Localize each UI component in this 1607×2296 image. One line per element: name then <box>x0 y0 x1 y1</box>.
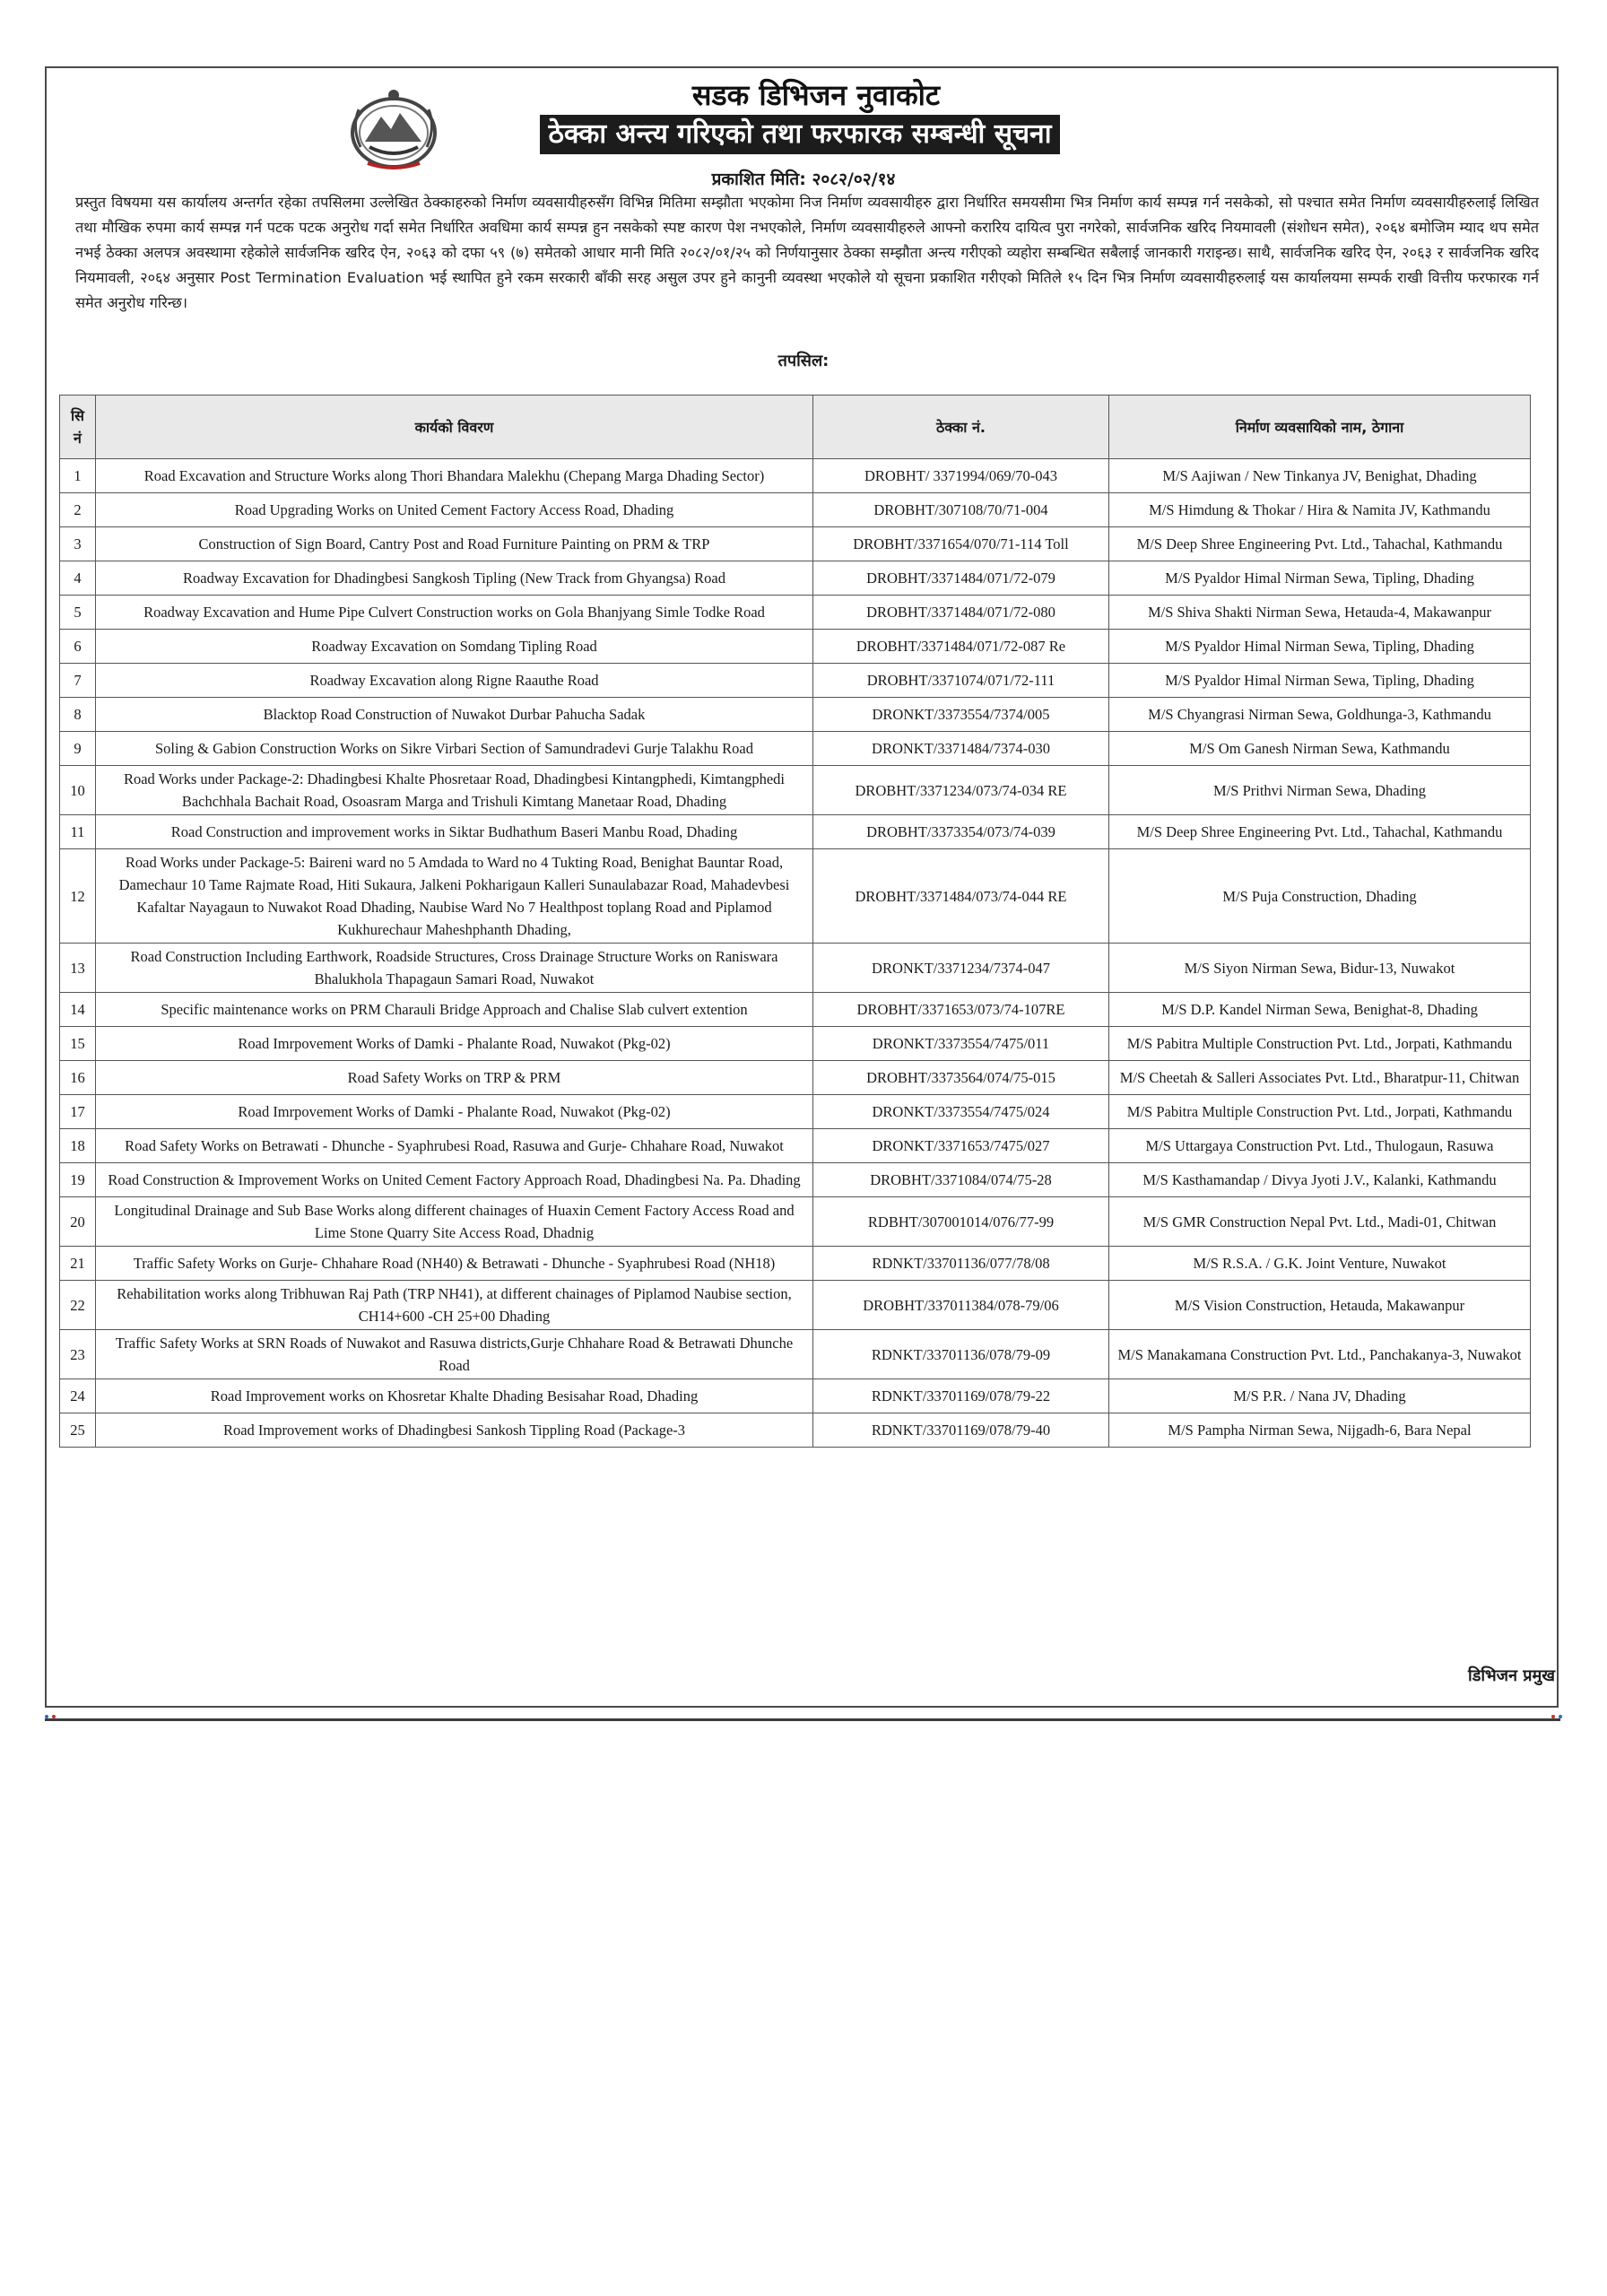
table-row <box>60 1413 1531 1448</box>
divider-dot-left-1 <box>45 1715 48 1718</box>
cell-serial-number: 7 <box>60 664 96 698</box>
cell-contract-number: DROBHT/307108/70/71-004 <box>813 493 1109 527</box>
cell-contract-number: RDNKT/33701136/078/79-09 <box>813 1330 1109 1379</box>
published-date: प्रकाशित मिति: २०८२/०२/१४ <box>711 170 896 189</box>
cell-work-description: Roadway Excavation along Rigne Raauthe Road <box>96 664 813 698</box>
cell-contractor-name: M/S Cheetah & Salleri Associates Pvt. Ltd., Bharatpur-11, Chitwan <box>1109 1061 1531 1095</box>
cell-contract-number: DROBHT/3373564/074/75-015 <box>813 1061 1109 1095</box>
table-row <box>60 766 1531 815</box>
cell-contractor-name: M/S Kasthamandap / Divya Jyoti J.V., Kalanki, Kathmandu <box>1109 1163 1531 1197</box>
cell-contractor-name: M/S D.P. Kandel Nirman Sewa, Benighat-8, Dhading <box>1109 993 1531 1027</box>
cell-work-description: Construction of Sign Board, Cantry Post and Road Furniture Painting on PRM & TRP <box>96 527 813 561</box>
cell-work-description: Road Improvement works of Dhadingbesi Sankosh Tippling Road (Package-3 <box>96 1413 813 1448</box>
cell-work-description: Soling & Gabion Construction Works on Sikre Virbari Section of Samundradevi Gurje Talakhu Road <box>96 732 813 766</box>
cell-contractor-name: M/S Aajiwan / New Tinkanya JV, Benighat, Dhading <box>1109 459 1531 493</box>
cell-work-description: Road Safety Works on TRP & PRM <box>96 1061 813 1095</box>
cell-work-description: Road Safety Works on Betrawati - Dhunche - Syaphrubesi Road, Rasuwa and Gurje- Chhahare Road, Nuwakot <box>96 1129 813 1163</box>
cell-contract-number: DRONKT/3371653/7475/027 <box>813 1129 1109 1163</box>
cell-serial-number: 13 <box>60 944 96 993</box>
cell-contract-number: DROBHT/3371084/074/75-28 <box>813 1163 1109 1197</box>
cell-serial-number: 10 <box>60 766 96 815</box>
cell-work-description: Roadway Excavation on Somdang Tipling Road <box>96 630 813 664</box>
cell-contract-number: RDNKT/33701136/077/78/08 <box>813 1247 1109 1281</box>
cell-work-description: Traffic Safety Works on Gurje- Chhahare Road (NH40) & Betrawati - Dhunche - Syaphrubesi Road (NH18) <box>96 1247 813 1281</box>
cell-work-description: Road Upgrading Works on United Cement Factory Access Road, Dhading <box>96 493 813 527</box>
cell-contractor-name: M/S Uttargaya Construction Pvt. Ltd., Thulogaun, Rasuwa <box>1109 1129 1531 1163</box>
cell-contractor-name: M/S Deep Shree Engineering Pvt. Ltd., Tahachal, Kathmandu <box>1109 527 1531 561</box>
cell-serial-number: 20 <box>60 1197 96 1247</box>
table-row <box>60 849 1531 944</box>
table-row <box>60 1095 1531 1129</box>
notice-title: ठेक्का अन्त्य गरिएको तथा फरफारक सम्बन्धी सूचना <box>540 115 1060 154</box>
table-body <box>60 459 1531 1448</box>
cell-contract-number: DRONKT/3373554/7475/011 <box>813 1027 1109 1061</box>
divider-dot-right-1 <box>1551 1715 1555 1718</box>
cell-contract-number: DROBHT/3371484/071/72-080 <box>813 596 1109 630</box>
cell-contract-number: DROBHT/3371484/071/72-079 <box>813 561 1109 596</box>
table-row <box>60 698 1531 732</box>
cell-contract-number: RDNKT/33701169/078/79-22 <box>813 1379 1109 1413</box>
header-contractor-name: निर्माण व्यवसायिको नाम, ठेगाना <box>1109 396 1531 459</box>
cell-serial-number: 9 <box>60 732 96 766</box>
cell-contract-number: DROBHT/3371484/073/74-044 RE <box>813 849 1109 944</box>
table-row <box>60 459 1531 493</box>
cell-contractor-name: M/S Pampha Nirman Sewa, Nijgadh-6, Bara Nepal <box>1109 1413 1531 1448</box>
cell-contractor-name: M/S Siyon Nirman Sewa, Bidur-13, Nuwakot <box>1109 944 1531 993</box>
cell-contractor-name: M/S GMR Construction Nepal Pvt. Ltd., Madi-01, Chitwan <box>1109 1197 1531 1247</box>
cell-contractor-name: M/S Pyaldor Himal Nirman Sewa, Tipling, Dhading <box>1109 630 1531 664</box>
table-row <box>60 1247 1531 1281</box>
cell-contractor-name: M/S Shiva Shakti Nirman Sewa, Hetauda-4, Makawanpur <box>1109 596 1531 630</box>
cell-serial-number: 3 <box>60 527 96 561</box>
table-row <box>60 493 1531 527</box>
cell-contractor-name: M/S Om Ganesh Nirman Sewa, Kathmandu <box>1109 732 1531 766</box>
cell-serial-number: 24 <box>60 1379 96 1413</box>
cell-serial-number: 4 <box>60 561 96 596</box>
table-row <box>60 1163 1531 1197</box>
cell-serial-number: 19 <box>60 1163 96 1197</box>
cell-contract-number: RDBHT/307001014/076/77-99 <box>813 1197 1109 1247</box>
cell-work-description: Road Works under Package-5: Baireni ward no 5 Amdada to Ward no 4 Tukting Road, Benighat Bauntar Road, Damechaur 10 Tame Rajmate Road, Hiti Sukaura, Jalkeni Pokharigaun Kalleri Sunaulabazar Road, Mahadevbesi Kafaltar Nayagaun to Nuwakot Road Dhading, Naubise Ward No 7 Healthpost toplang Road and Piplamod Kukhurechaur Maheshphanth Dhading, <box>96 849 813 944</box>
cell-contract-number: RDNKT/33701169/078/79-40 <box>813 1413 1109 1448</box>
table-row <box>60 815 1531 849</box>
contracts-table <box>59 395 1531 1448</box>
cell-work-description: Road Imrpovement Works of Damki - Phalante Road, Nuwakot (Pkg-02) <box>96 1095 813 1129</box>
cell-work-description: Roadway Excavation and Hume Pipe Culvert Construction works on Gola Bhanjyang Simle Todke Road <box>96 596 813 630</box>
cell-work-description: Road Excavation and Structure Works along Thori Bhandara Malekhu (Chepang Marga Dhading Sector) <box>96 459 813 493</box>
cell-contract-number: DROBHT/3371074/071/72-111 <box>813 664 1109 698</box>
table-row <box>60 1379 1531 1413</box>
cell-work-description: Longitudinal Drainage and Sub Base Works along different chainages of Huaxin Cement Factory Access Road and Lime Stone Quarry Site Access Road, Dhadnig <box>96 1197 813 1247</box>
cell-contractor-name: M/S Pabitra Multiple Construction Pvt. Ltd., Jorpati, Kathmandu <box>1109 1095 1531 1129</box>
cell-contract-number: DROBHT/3373354/073/74-039 <box>813 815 1109 849</box>
table-row <box>60 1281 1531 1330</box>
cell-contract-number: DROBHT/3371654/070/71-114 Toll <box>813 527 1109 561</box>
office-title: सडक डिभिजन नुवाकोट <box>691 78 941 112</box>
cell-serial-number: 21 <box>60 1247 96 1281</box>
cell-contract-number: DROBHT/ 3371994/069/70-043 <box>813 459 1109 493</box>
cell-work-description: Specific maintenance works on PRM Charauli Bridge Approach and Chalise Slab culvert extention <box>96 993 813 1027</box>
cell-contractor-name: M/S Chyangrasi Nirman Sewa, Goldhunga-3, Kathmandu <box>1109 698 1531 732</box>
nepal-government-emblem-icon <box>341 83 447 172</box>
cell-contractor-name: M/S Vision Construction, Hetauda, Makawanpur <box>1109 1281 1531 1330</box>
table-row <box>60 1129 1531 1163</box>
notice-body-paragraph: प्रस्तुत विषयमा यस कार्यालय अन्तर्गत रहेका तपसिलमा उल्लेखित ठेक्काहरुको निर्माण व्यवसायीहरुसँग विभिन्न मितिमा सम्झौता भएकोमा निज निर्माण व्यवसायीहरु द्वारा निर्धारित समयसीमा भित्र निर्माण कार्य सम्पन्न गर्न नसकेको, सो पश्चात समेत निर्माण व्यवसायीहरुलाई लिखित तथा मौखिक रुपमा कार्य सम्पन्न गर्न पटक पटक अनुरोध गर्दा समेत निर्धारित अवधिमा कार्य सम्पन्न हुन नसकेको स्पष्ट कारण पेश नभएकोले, निर्माण व्यवसायीहरुले आफ्नो करारिय दायित्व पुरा नगरेको, सार्वजनिक खरिद नियमावली (संशोधन समेत), २०६४ बमोजिम म्याद थप समेत नभई ठेक्का अलपत्र अवस्थामा रहेकोले सार्वजनिक खरिद ऐन, २०६३ को दफा ५९ (७) समेतको आधार मानी मिति २०८२/०१/२५ को निर्णयानुसार ठेक्का सम्झौता अन्त्य गरीएको व्यहोरा सम्बन्धित सबैलाई जानकारी गराइन्छ। साथै, सार्वजनिक खरिद ऐन, २०६३ र सार्वजनिक खरिद नियमावली, २०६४ अनुसार Post Termination Evaluation भई स्थापित हुने रकम सरकारी बाँकी सरह असुल उपर हुने कानुनी व्यवस्था भएकोले यो सूचना प्रकाशित गरीएको मितिले १५ दिन भित्र निर्माण व्यवसायीहरुलाई यस कार्यालयमा सम्पर्क राखी वित्तीय फरफारक गर्न समेत अनुरोध गरिन्छ। <box>75 194 1539 311</box>
table-row <box>60 527 1531 561</box>
header-contract-number: ठेक्का नं. <box>813 396 1109 459</box>
cell-serial-number: 8 <box>60 698 96 732</box>
cell-contract-number: DROBHT/337011384/078-79/06 <box>813 1281 1109 1330</box>
table-row <box>60 1027 1531 1061</box>
header-work-description: कार्यको विवरण <box>96 396 813 459</box>
table-row <box>60 596 1531 630</box>
cell-contractor-name: M/S P.R. / Nana JV, Dhading <box>1109 1379 1531 1413</box>
schedule-heading: तपसिल: <box>777 352 830 370</box>
cell-contractor-name: M/S R.S.A. / G.K. Joint Venture, Nuwakot <box>1109 1247 1531 1281</box>
cell-serial-number: 15 <box>60 1027 96 1061</box>
table-row <box>60 1061 1531 1095</box>
table-row <box>60 944 1531 993</box>
cell-contract-number: DROBHT/3371484/071/72-087 Re <box>813 630 1109 664</box>
cell-contract-number: DROBHT/3371653/073/74-107RE <box>813 993 1109 1027</box>
table-row <box>60 732 1531 766</box>
cell-work-description: Road Imrpovement Works of Damki - Phalante Road, Nuwakot (Pkg-02) <box>96 1027 813 1061</box>
cell-work-description: Road Construction & Improvement Works on United Cement Factory Approach Road, Dhadingbesi Na. Pa. Dhading <box>96 1163 813 1197</box>
cell-work-description: Road Works under Package-2: Dhadingbesi Khalte Phosretaar Road, Dhadingbesi Kintangphedi, Kimtangphedi Bachchhala Bachait Road, Osoasram Marga and Trishuli Kimtang Manetaar Road, Dhading <box>96 766 813 815</box>
cell-contractor-name: M/S Prithvi Nirman Sewa, Dhading <box>1109 766 1531 815</box>
cell-serial-number: 18 <box>60 1129 96 1163</box>
cell-serial-number: 17 <box>60 1095 96 1129</box>
table-header-row <box>60 396 1531 459</box>
header-serial-line2: नं <box>74 430 82 447</box>
cell-contract-number: DRONKT/3373554/7374/005 <box>813 698 1109 732</box>
divider-dot-left-2 <box>52 1715 56 1718</box>
cell-serial-number: 1 <box>60 459 96 493</box>
cell-serial-number: 22 <box>60 1281 96 1330</box>
cell-work-description: Blacktop Road Construction of Nuwakot Durbar Pahucha Sadak <box>96 698 813 732</box>
cell-work-description: Rehabilitation works along Tribhuwan Raj Path (TRP NH41), at different chainages of Piplamod Naubise section, CH14+600 -CH 25+00 Dhading <box>96 1281 813 1330</box>
cell-serial-number: 16 <box>60 1061 96 1095</box>
cell-serial-number: 11 <box>60 815 96 849</box>
cell-contractor-name: M/S Pyaldor Himal Nirman Sewa, Tipling, Dhading <box>1109 561 1531 596</box>
cell-contract-number: DRONKT/3371484/7374-030 <box>813 732 1109 766</box>
signature-division-chief: डिभिजन प्रमुख <box>1468 1666 1555 1685</box>
cell-serial-number: 14 <box>60 993 96 1027</box>
cell-contract-number: DRONKT/3373554/7475/024 <box>813 1095 1109 1129</box>
table-row <box>60 630 1531 664</box>
cell-serial-number: 12 <box>60 849 96 944</box>
header-serial-line1: सि <box>71 407 84 424</box>
table-row <box>60 1330 1531 1379</box>
table-row <box>60 561 1531 596</box>
cell-serial-number: 23 <box>60 1330 96 1379</box>
bottom-divider <box>45 1718 1560 1721</box>
cell-serial-number: 5 <box>60 596 96 630</box>
cell-contractor-name: M/S Manakamana Construction Pvt. Ltd., Panchakanya-3, Nuwakot <box>1109 1330 1531 1379</box>
divider-dot-right-2 <box>1559 1715 1562 1718</box>
cell-work-description: Roadway Excavation for Dhadingbesi Sangkosh Tipling (New Track from Ghyangsa) Road <box>96 561 813 596</box>
cell-work-description: Road Improvement works on Khosretar Khalte Dhading Besisahar Road, Dhading <box>96 1379 813 1413</box>
cell-serial-number: 6 <box>60 630 96 664</box>
cell-work-description: Road Construction Including Earthwork, Roadside Structures, Cross Drainage Structure Works on Raniswara Bhalukhola Thapagaun Samari Road, Nuwakot <box>96 944 813 993</box>
table-row <box>60 664 1531 698</box>
cell-contract-number: DROBHT/3371234/073/74-034 RE <box>813 766 1109 815</box>
cell-contract-number: DRONKT/3371234/7374-047 <box>813 944 1109 993</box>
cell-work-description: Road Construction and improvement works in Siktar Budhathum Baseri Manbu Road, Dhading <box>96 815 813 849</box>
cell-contractor-name: M/S Himdung & Thokar / Hira & Namita JV, Kathmandu <box>1109 493 1531 527</box>
cell-contractor-name: M/S Puja Construction, Dhading <box>1109 849 1531 944</box>
cell-contractor-name: M/S Deep Shree Engineering Pvt. Ltd., Tahachal, Kathmandu <box>1109 815 1531 849</box>
cell-contractor-name: M/S Pabitra Multiple Construction Pvt. Ltd., Jorpati, Kathmandu <box>1109 1027 1531 1061</box>
cell-work-description: Traffic Safety Works at SRN Roads of Nuwakot and Rasuwa districts,Gurje Chhahare Road & Betrawati Dhunche Road <box>96 1330 813 1379</box>
header-serial-number <box>60 396 96 459</box>
cell-serial-number: 25 <box>60 1413 96 1448</box>
cell-contractor-name: M/S Pyaldor Himal Nirman Sewa, Tipling, Dhading <box>1109 664 1531 698</box>
cell-serial-number: 2 <box>60 493 96 527</box>
table-row <box>60 993 1531 1027</box>
table-row <box>60 1197 1531 1247</box>
